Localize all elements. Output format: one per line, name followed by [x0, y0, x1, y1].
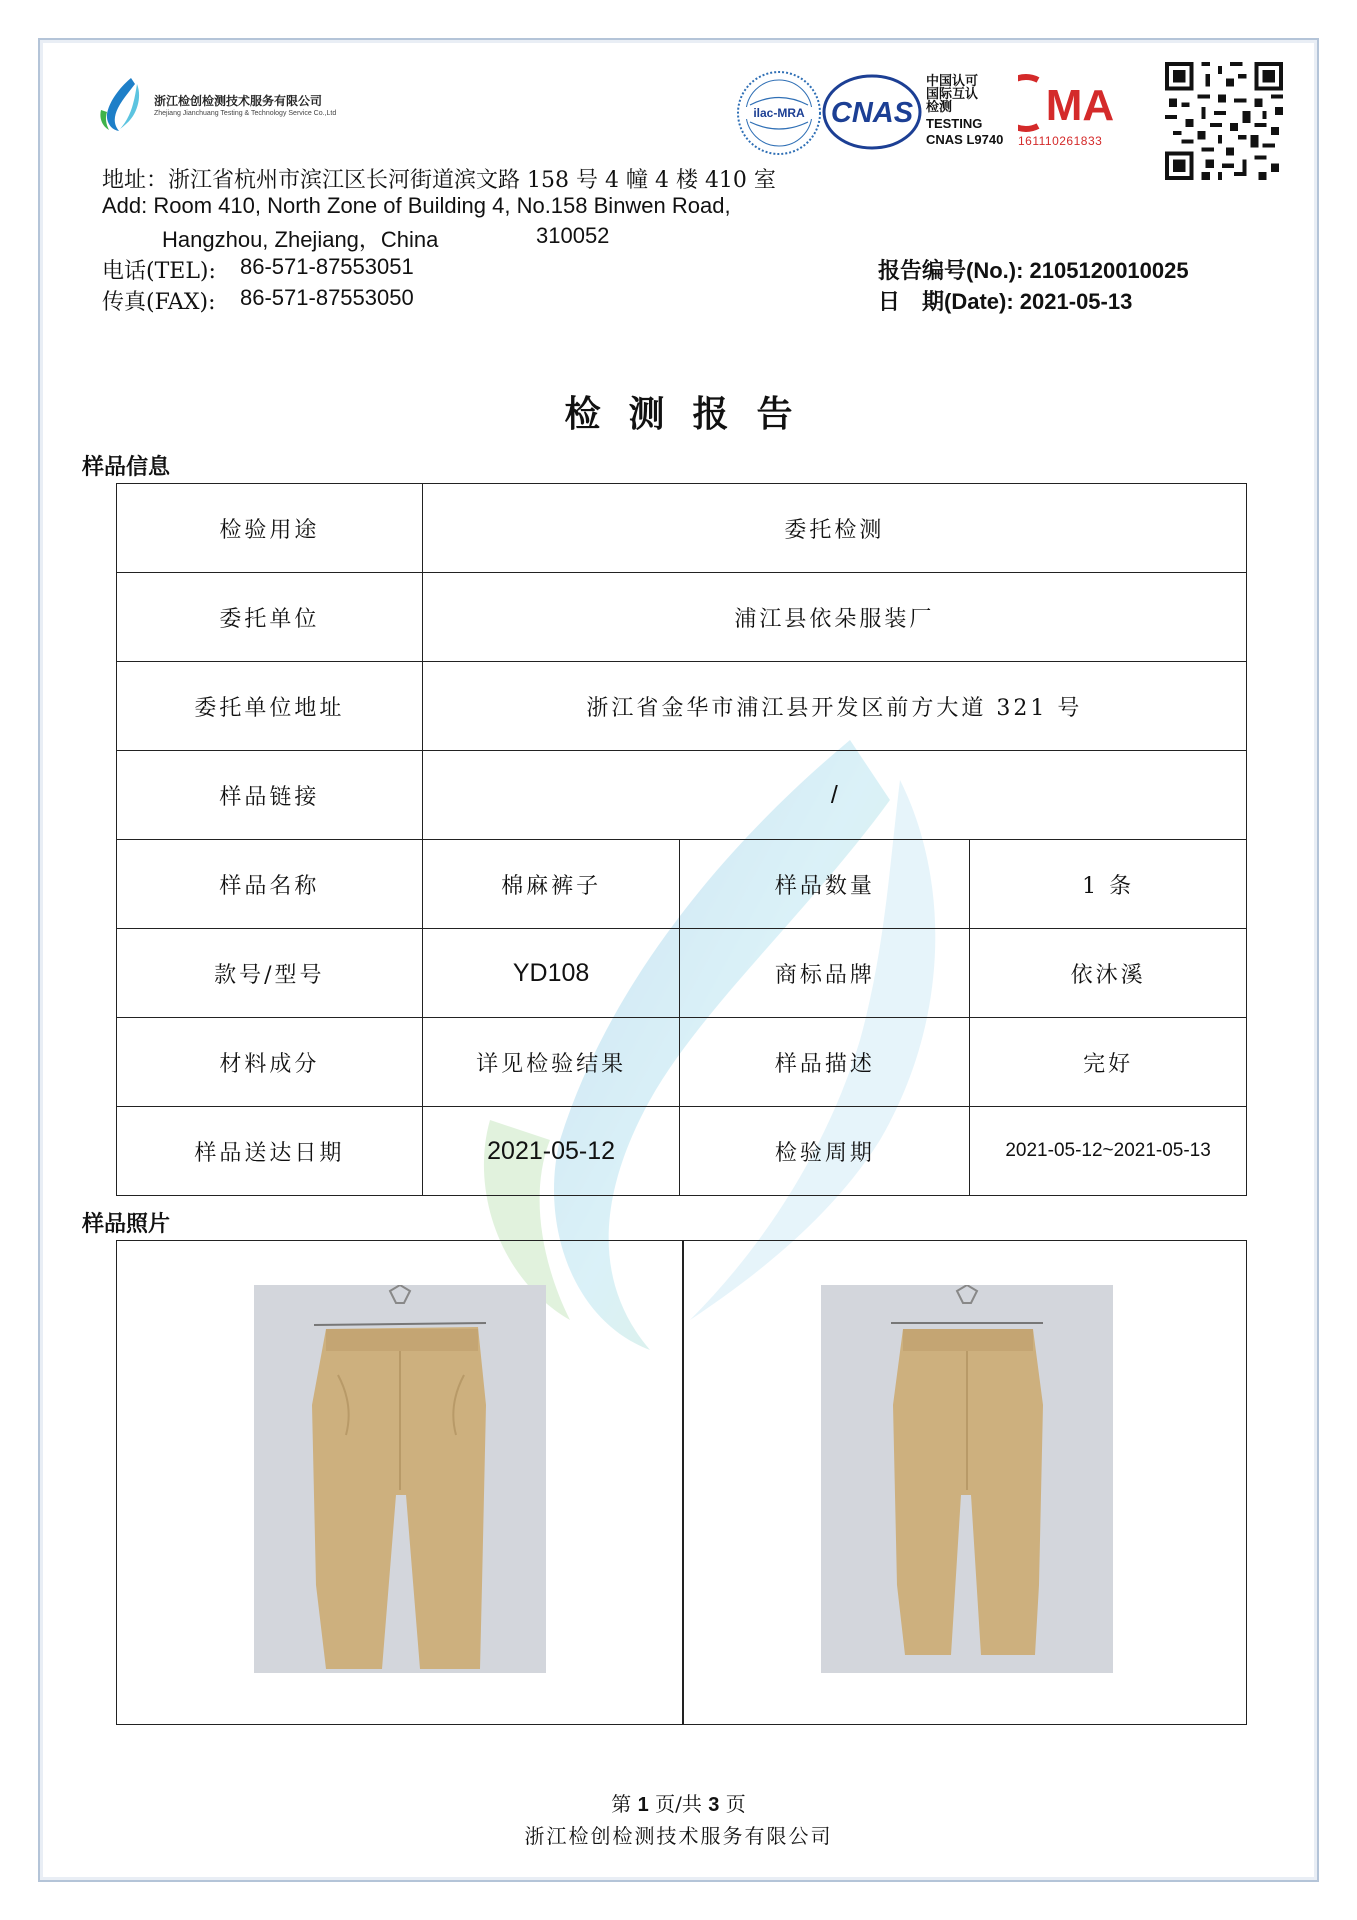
- page-number: 第 1 页/共 3 页: [611, 1792, 746, 1816]
- report-number: 报告编号(No.): 2105120010025: [878, 258, 1189, 283]
- ilac-mra-seal-icon: [736, 70, 822, 156]
- table-row: [117, 929, 1247, 1018]
- table-row: [117, 573, 1247, 662]
- table-value-purpose: 委托检测: [422, 484, 1246, 573]
- table-value-style-no: YD108: [422, 929, 680, 1018]
- fax-label: 传真(FAX):: [102, 290, 216, 315]
- cma-number: 161110261833: [1018, 134, 1103, 148]
- table-label-test-period: 检验周期: [680, 1107, 970, 1196]
- fax-value: 86-571-87553050: [240, 285, 414, 310]
- cnas-logo-icon: [822, 72, 922, 152]
- address-cn: 地址：浙江省杭州市滨江区长河街道滨文路 158 号 4 幢 4 楼 410 室: [102, 168, 776, 193]
- table-label-client-address: 委托单位地址: [117, 662, 423, 751]
- table-label-sample-name: 样品名称: [117, 840, 423, 929]
- table-value-client-address: 浙江省金华市浦江县开发区前方大道 321 号: [422, 662, 1246, 751]
- sample-photo-front: [254, 1285, 546, 1673]
- photo-divider: [682, 1241, 684, 1724]
- table-value-sample-link: /: [422, 751, 1246, 840]
- table-row: [117, 662, 1247, 751]
- sample-photo-back: [821, 1285, 1113, 1673]
- report-title: 检测报告: [564, 393, 821, 435]
- table-row: [117, 751, 1247, 840]
- company-logo-icon: [97, 76, 147, 132]
- table-value-client: 浦江县依朵服装厂: [422, 573, 1246, 662]
- table-label-material: 材料成分: [117, 1018, 423, 1107]
- sample-info-table: [116, 483, 1247, 1196]
- cnas-label: CNAS: [830, 97, 914, 129]
- cma-mark-icon: [1018, 72, 1128, 134]
- table-label-sample-link: 样品链接: [117, 751, 423, 840]
- postcode: 310052: [536, 223, 610, 248]
- cnas-number: CNAS L9740: [926, 132, 1004, 147]
- table-value-brand: 依沐溪: [970, 929, 1247, 1018]
- table-value-quantity: 1 条: [970, 840, 1247, 929]
- sample-photos-box: [116, 1240, 1247, 1725]
- company-name-en: Zhejiang Jianchuang Testing & Technology Service Co.,Ltd: [154, 110, 337, 117]
- table-row: [117, 484, 1247, 573]
- pants-front-icon: [254, 1285, 546, 1673]
- table-label-purpose: 检验用途: [117, 484, 423, 573]
- address-en-line2: Hangzhou, Zhejiang，China: [162, 227, 439, 252]
- table-value-material: 详见检验结果: [422, 1018, 680, 1107]
- report-date: 日 期(Date): 2021-05-13: [878, 289, 1133, 314]
- table-label-description: 样品描述: [680, 1018, 970, 1107]
- address-en-line1: Add: Room 410, North Zone of Building 4, No.158 Binwen Road,: [102, 193, 731, 218]
- pants-back-icon: [821, 1285, 1113, 1673]
- tel-label: 电话(TEL):: [102, 259, 216, 284]
- table-label-received-date: 样品送达日期: [117, 1107, 423, 1196]
- table-value-received-date: 2021-05-12: [422, 1107, 680, 1196]
- table-value-sample-name: 棉麻裤子: [422, 840, 680, 929]
- qr-code-icon: [1165, 62, 1283, 180]
- table-row: [117, 1107, 1247, 1196]
- ilac-label: ilac-MRA: [753, 106, 805, 120]
- company-name-cn: 浙江检创检测技术服务有限公司: [154, 94, 323, 108]
- table-label-style-no: 款号/型号: [117, 929, 423, 1018]
- table-row: [117, 1018, 1247, 1107]
- tel-value: 86-571-87553051: [240, 254, 414, 279]
- table-value-test-period: 2021-05-12~2021-05-13: [970, 1107, 1247, 1196]
- table-label-quantity: 样品数量: [680, 840, 970, 929]
- table-label-brand: 商标品牌: [680, 929, 970, 1018]
- cnas-cn-text: 中国认可 国际互认 检测: [926, 73, 979, 114]
- table-row: [117, 840, 1247, 929]
- ma-label: MA: [1045, 81, 1115, 130]
- footer-company: 浙江检创检测技术服务有限公司: [524, 1824, 833, 1848]
- section-sample-photo: 样品照片: [82, 1211, 171, 1237]
- section-sample-info: 样品信息: [82, 454, 171, 480]
- table-label-client: 委托单位: [117, 573, 423, 662]
- cnas-testing: TESTING: [926, 116, 983, 131]
- table-value-description: 完好: [970, 1018, 1247, 1107]
